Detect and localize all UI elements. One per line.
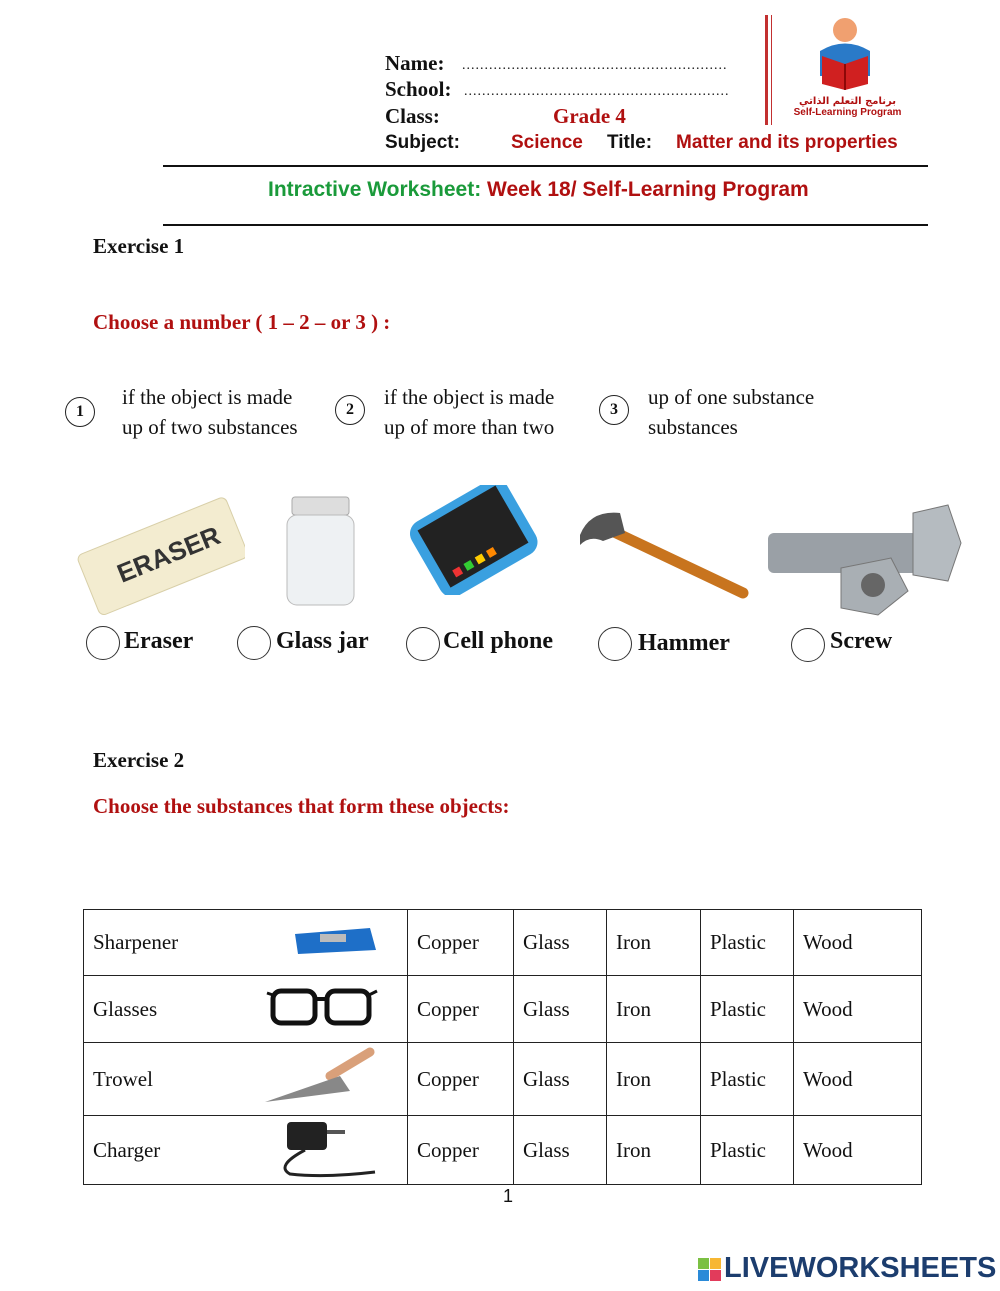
substance-choice-plastic[interactable]: Plastic xyxy=(701,1043,794,1116)
object-cell xyxy=(84,976,408,1043)
object-cell xyxy=(84,910,408,976)
title-value: Matter and its properties xyxy=(676,132,898,153)
object-label-cell-phone: Cell phone xyxy=(443,628,554,654)
liveworksheets-watermark: LIVEWORKSHEETS xyxy=(724,1252,997,1284)
page-number: 1 xyxy=(503,1186,514,1206)
exercise2-instruction: Choose the substances that form these objects: xyxy=(93,794,510,818)
substance-choice-wood[interactable]: Wood xyxy=(794,910,922,976)
option-text-2: if the object is made up of more than two xyxy=(384,385,555,439)
reader-icon xyxy=(780,16,915,91)
substance-choice-copper[interactable]: Copper xyxy=(408,976,514,1043)
option-number-3: 3 xyxy=(599,395,629,425)
table-row xyxy=(84,1116,922,1185)
object-label-screw: Screw xyxy=(830,628,893,654)
substance-choice-glass[interactable]: Glass xyxy=(514,1043,607,1116)
substance-choice-wood[interactable]: Wood xyxy=(794,976,922,1043)
logo: برنامج التعلم الذاتي Self-Learning Program xyxy=(780,16,915,121)
object-label-eraser: Eraser xyxy=(124,628,194,654)
substance-choice-wood[interactable]: Wood xyxy=(794,1116,922,1185)
exercise1-instruction: Choose a number ( 1 – 2 – or 3 ) : xyxy=(93,310,391,334)
live-logo-icon xyxy=(698,1258,722,1282)
substance-choice-plastic[interactable]: Plastic xyxy=(701,976,794,1043)
substance-choice-glass[interactable]: Glass xyxy=(514,1116,607,1185)
object-label-glass-jar: Glass jar xyxy=(276,628,369,654)
substance-choice-copper[interactable]: Copper xyxy=(408,1043,514,1116)
object-image xyxy=(265,1116,380,1184)
exercise1-heading: Exercise 1 xyxy=(93,234,185,258)
option-text-3: up of one substance substances xyxy=(648,385,815,439)
object-name: Sharpener xyxy=(93,930,179,954)
table-row xyxy=(84,910,922,976)
substance-choice-iron[interactable]: Iron xyxy=(607,976,701,1043)
hammer-image xyxy=(575,505,750,605)
substance-choice-iron[interactable]: Iron xyxy=(607,910,701,976)
object-image xyxy=(260,1046,380,1112)
substance-choice-iron[interactable]: Iron xyxy=(607,1116,701,1185)
object-label-hammer: Hammer xyxy=(638,630,730,656)
name-label: Name: xyxy=(385,51,445,75)
title-label: Title: xyxy=(607,132,653,153)
object-image xyxy=(290,922,380,964)
answer-radio-hammer[interactable] xyxy=(598,627,632,661)
table-row xyxy=(84,976,922,1043)
name-field[interactable]: ........................................................... xyxy=(462,58,728,73)
object-cell xyxy=(84,1043,408,1116)
object-name: Charger xyxy=(93,1137,161,1162)
class-value: Grade 4 xyxy=(553,104,626,128)
school-label: School: xyxy=(385,77,452,101)
glass-jar-image xyxy=(283,495,358,607)
object-name: Glasses xyxy=(93,996,158,1021)
substance-choice-glass[interactable]: Glass xyxy=(514,976,607,1043)
divider xyxy=(771,15,772,125)
answer-radio-glass-jar[interactable] xyxy=(237,626,271,660)
option-number-2: 2 xyxy=(335,395,365,425)
subject-value: Science xyxy=(511,132,583,153)
class-label: Class: xyxy=(385,104,440,128)
eraser-image xyxy=(70,485,245,615)
banner-title: Intractive Worksheet: Week 18/ Self-Learning Program xyxy=(268,178,809,201)
school-field[interactable]: ........................................................... xyxy=(464,84,730,99)
substance-choice-wood[interactable]: Wood xyxy=(794,1043,922,1116)
option-number-1: 1 xyxy=(65,397,95,427)
exercise2-heading: Exercise 2 xyxy=(93,748,185,772)
substance-choice-plastic[interactable]: Plastic xyxy=(701,1116,794,1185)
object-image xyxy=(265,981,380,1037)
substance-choice-iron[interactable]: Iron xyxy=(607,1043,701,1116)
answer-radio-screw[interactable] xyxy=(791,628,825,662)
object-cell xyxy=(84,1116,408,1185)
table-row xyxy=(84,1043,922,1116)
substance-choice-glass[interactable]: Glass xyxy=(514,910,607,976)
answer-radio-eraser[interactable] xyxy=(86,626,120,660)
substance-choice-plastic[interactable]: Plastic xyxy=(701,910,794,976)
cell-phone-image xyxy=(395,485,555,595)
answer-radio-cell-phone[interactable] xyxy=(406,627,440,661)
substances-table xyxy=(83,909,922,1185)
svg-text:ERASER: ERASER xyxy=(112,520,225,589)
screw-image xyxy=(763,503,963,618)
substance-choice-copper[interactable]: Copper xyxy=(408,1116,514,1185)
object-name: Trowel xyxy=(93,1066,153,1091)
option-text-1: if the object is made up of two substances xyxy=(122,385,298,439)
divider xyxy=(765,15,768,125)
substance-choice-copper[interactable]: Copper xyxy=(408,910,514,976)
subject-label: Subject: xyxy=(385,132,460,153)
